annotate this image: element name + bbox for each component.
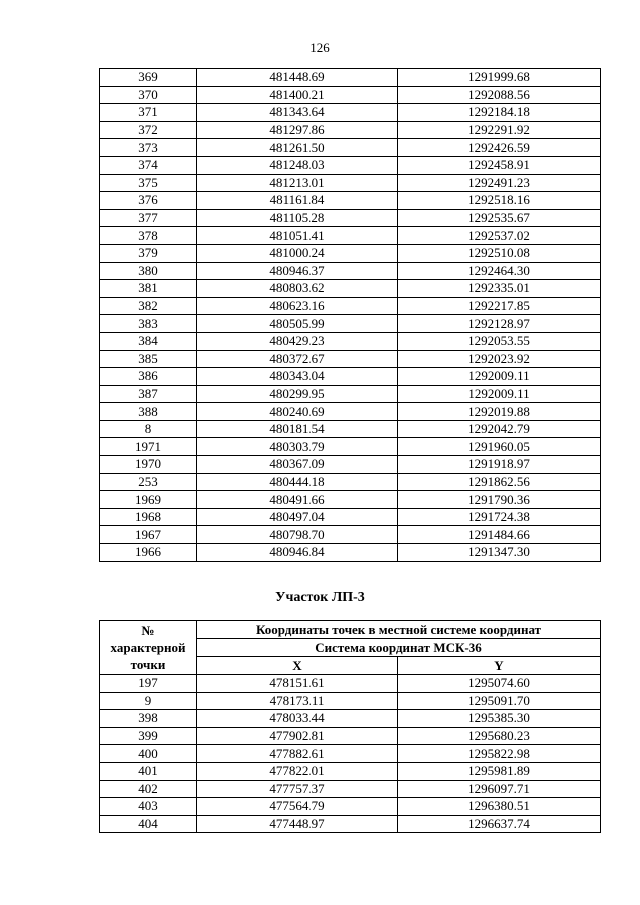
point-number-cell: 379	[100, 244, 197, 262]
point-number-cell: 1968	[100, 508, 197, 526]
table-row	[100, 368, 601, 386]
point-number-cell: 1970	[100, 456, 197, 474]
coordinates-table-body	[100, 69, 601, 562]
y-coordinate-cell: 1291862.56	[398, 473, 601, 491]
table-row	[100, 139, 601, 157]
y-coordinate-cell: 1292128.97	[398, 315, 601, 333]
y-coordinate-cell: 1292335.01	[398, 280, 601, 298]
section-coordinates-table	[99, 620, 601, 833]
y-coordinate-cell: 1292184.18	[398, 104, 601, 122]
y-coordinate-cell: 1292019.88	[398, 403, 601, 421]
x-coordinate-cell: 478151.61	[197, 675, 398, 693]
y-coordinate-cell: 1296097.71	[398, 780, 601, 798]
x-coordinate-cell: 480803.62	[197, 280, 398, 298]
x-coordinate-cell: 478173.11	[197, 692, 398, 710]
point-number-cell: 387	[100, 385, 197, 403]
x-coordinate-cell: 480946.84	[197, 544, 398, 562]
y-coordinate-cell: 1291484.66	[398, 526, 601, 544]
x-coordinate-cell: 478033.44	[197, 710, 398, 728]
x-coordinate-cell: 480367.09	[197, 456, 398, 474]
point-number-header-line: точки	[130, 657, 166, 672]
table-row	[100, 385, 601, 403]
x-coordinate-cell: 480491.66	[197, 491, 398, 509]
table-row	[100, 280, 601, 298]
y-coordinate-cell: 1295981.89	[398, 762, 601, 780]
y-coordinate-cell: 1295822.98	[398, 745, 601, 763]
point-number-cell: 371	[100, 104, 197, 122]
page-number: 126	[310, 40, 330, 55]
y-coordinate-cell: 1291999.68	[398, 69, 601, 87]
point-number-header-line: характерной	[110, 640, 186, 655]
table-row	[100, 544, 601, 562]
y-coordinate-cell: 1292023.92	[398, 350, 601, 368]
x-coordinate-cell: 481000.24	[197, 244, 398, 262]
x-coordinate-cell: 481248.03	[197, 156, 398, 174]
table-row	[100, 456, 601, 474]
point-number-header-line: №	[141, 623, 155, 638]
x-coordinate-cell: 477448.97	[197, 815, 398, 833]
x-coordinate-cell: 481448.69	[197, 69, 398, 87]
y-coordinate-cell: 1292491.23	[398, 174, 601, 192]
x-coordinate-cell: 477882.61	[197, 745, 398, 763]
table-row	[100, 692, 601, 710]
point-number-cell: 381	[100, 280, 197, 298]
table-header	[100, 621, 601, 675]
point-number-cell: 369	[100, 69, 197, 87]
table-row	[100, 438, 601, 456]
x-coordinate-cell: 481297.86	[197, 121, 398, 139]
x-column-header: X	[197, 657, 398, 675]
y-coordinate-cell: 1295091.70	[398, 692, 601, 710]
section-table-body	[100, 675, 601, 833]
y-coordinate-cell: 1292009.11	[398, 368, 601, 386]
x-coordinate-cell: 481400.21	[197, 86, 398, 104]
point-number-cell: 403	[100, 798, 197, 816]
table-row	[100, 227, 601, 245]
y-coordinate-cell: 1292535.67	[398, 209, 601, 227]
point-number-cell: 400	[100, 745, 197, 763]
x-coordinate-cell: 480343.04	[197, 368, 398, 386]
table-row	[100, 798, 601, 816]
x-coordinate-cell: 481343.64	[197, 104, 398, 122]
y-coordinate-cell: 1295680.23	[398, 727, 601, 745]
table-row	[100, 244, 601, 262]
point-number-cell: 382	[100, 297, 197, 315]
point-number-cell: 373	[100, 139, 197, 157]
y-coordinate-cell: 1295074.60	[398, 675, 601, 693]
x-coordinate-cell: 480497.04	[197, 508, 398, 526]
point-number-cell: 380	[100, 262, 197, 280]
x-coordinate-cell: 481105.28	[197, 209, 398, 227]
table-row	[100, 508, 601, 526]
point-number-cell: 378	[100, 227, 197, 245]
table-row	[100, 350, 601, 368]
point-number-cell: 1967	[100, 526, 197, 544]
point-number-cell: 372	[100, 121, 197, 139]
x-coordinate-cell: 477757.37	[197, 780, 398, 798]
y-coordinate-cell: 1291918.97	[398, 456, 601, 474]
x-coordinate-cell: 480303.79	[197, 438, 398, 456]
table-row	[100, 526, 601, 544]
x-coordinate-cell: 477822.01	[197, 762, 398, 780]
coordinates-system-header: Координаты точек в местной системе координат	[197, 621, 601, 639]
point-number-cell: 376	[100, 192, 197, 210]
y-coordinate-cell: 1292458.91	[398, 156, 601, 174]
y-coordinate-cell: 1296380.51	[398, 798, 601, 816]
table-row	[100, 780, 601, 798]
table-row	[100, 710, 601, 728]
table-row	[100, 262, 601, 280]
y-coordinate-cell: 1291347.30	[398, 544, 601, 562]
table-row	[100, 156, 601, 174]
table-row	[100, 420, 601, 438]
table-row	[100, 403, 601, 421]
point-number-cell: 1969	[100, 491, 197, 509]
y-coordinate-cell: 1292009.11	[398, 385, 601, 403]
x-coordinate-cell: 477902.81	[197, 727, 398, 745]
table-row	[100, 86, 601, 104]
table-row	[100, 174, 601, 192]
y-column-header: Y	[398, 657, 601, 675]
y-coordinate-cell: 1291790.36	[398, 491, 601, 509]
x-coordinate-cell: 480505.99	[197, 315, 398, 333]
y-coordinate-cell: 1292053.55	[398, 332, 601, 350]
point-number-cell: 398	[100, 710, 197, 728]
x-coordinate-cell: 480299.95	[197, 385, 398, 403]
x-coordinate-cell: 480946.37	[197, 262, 398, 280]
x-coordinate-cell: 481261.50	[197, 139, 398, 157]
x-coordinate-cell: 480181.54	[197, 420, 398, 438]
y-coordinate-cell: 1291960.05	[398, 438, 601, 456]
point-number-cell: 404	[100, 815, 197, 833]
table-row	[100, 104, 601, 122]
point-number-cell: 8	[100, 420, 197, 438]
point-number-cell: 253	[100, 473, 197, 491]
x-coordinate-cell: 481161.84	[197, 192, 398, 210]
point-number-cell: 401	[100, 762, 197, 780]
point-number-header	[100, 621, 197, 675]
table-row	[100, 762, 601, 780]
point-number-cell: 370	[100, 86, 197, 104]
point-number-cell: 402	[100, 780, 197, 798]
x-coordinate-cell: 480798.70	[197, 526, 398, 544]
table-row	[100, 491, 601, 509]
coordinate-system-name-header: Система координат МСК-36	[197, 639, 601, 657]
y-coordinate-cell: 1292088.56	[398, 86, 601, 104]
table-row	[100, 473, 601, 491]
point-number-cell: 374	[100, 156, 197, 174]
point-number-cell: 1966	[100, 544, 197, 562]
table-row	[100, 192, 601, 210]
x-coordinate-cell: 480444.18	[197, 473, 398, 491]
x-coordinate-cell: 480623.16	[197, 297, 398, 315]
point-number-cell: 383	[100, 315, 197, 333]
x-coordinate-cell: 481213.01	[197, 174, 398, 192]
coordinates-table-continued	[99, 68, 601, 562]
y-coordinate-cell: 1296637.74	[398, 815, 601, 833]
y-coordinate-cell: 1292426.59	[398, 139, 601, 157]
table-row	[100, 675, 601, 693]
table-row	[100, 332, 601, 350]
y-coordinate-cell: 1295385.30	[398, 710, 601, 728]
table-row	[100, 727, 601, 745]
table-row	[100, 297, 601, 315]
table-row	[100, 69, 601, 87]
point-number-cell: 377	[100, 209, 197, 227]
x-coordinate-cell: 480240.69	[197, 403, 398, 421]
point-number-cell: 385	[100, 350, 197, 368]
x-coordinate-cell: 480372.67	[197, 350, 398, 368]
y-coordinate-cell: 1292537.02	[398, 227, 601, 245]
table-row	[100, 209, 601, 227]
point-number-cell: 388	[100, 403, 197, 421]
x-coordinate-cell: 477564.79	[197, 798, 398, 816]
y-coordinate-cell: 1291724.38	[398, 508, 601, 526]
point-number-cell: 399	[100, 727, 197, 745]
y-coordinate-cell: 1292217.85	[398, 297, 601, 315]
y-coordinate-cell: 1292042.79	[398, 420, 601, 438]
table-row	[100, 121, 601, 139]
point-number-cell: 384	[100, 332, 197, 350]
point-number-cell: 375	[100, 174, 197, 192]
x-coordinate-cell: 481051.41	[197, 227, 398, 245]
table-row	[100, 745, 601, 763]
y-coordinate-cell: 1292518.16	[398, 192, 601, 210]
section-title: Участок ЛП-3	[275, 590, 365, 605]
point-number-cell: 9	[100, 692, 197, 710]
y-coordinate-cell: 1292291.92	[398, 121, 601, 139]
point-number-cell: 197	[100, 675, 197, 693]
y-coordinate-cell: 1292510.08	[398, 244, 601, 262]
point-number-cell: 386	[100, 368, 197, 386]
table-row	[100, 815, 601, 833]
point-number-cell: 1971	[100, 438, 197, 456]
x-coordinate-cell: 480429.23	[197, 332, 398, 350]
y-coordinate-cell: 1292464.30	[398, 262, 601, 280]
table-row	[100, 315, 601, 333]
